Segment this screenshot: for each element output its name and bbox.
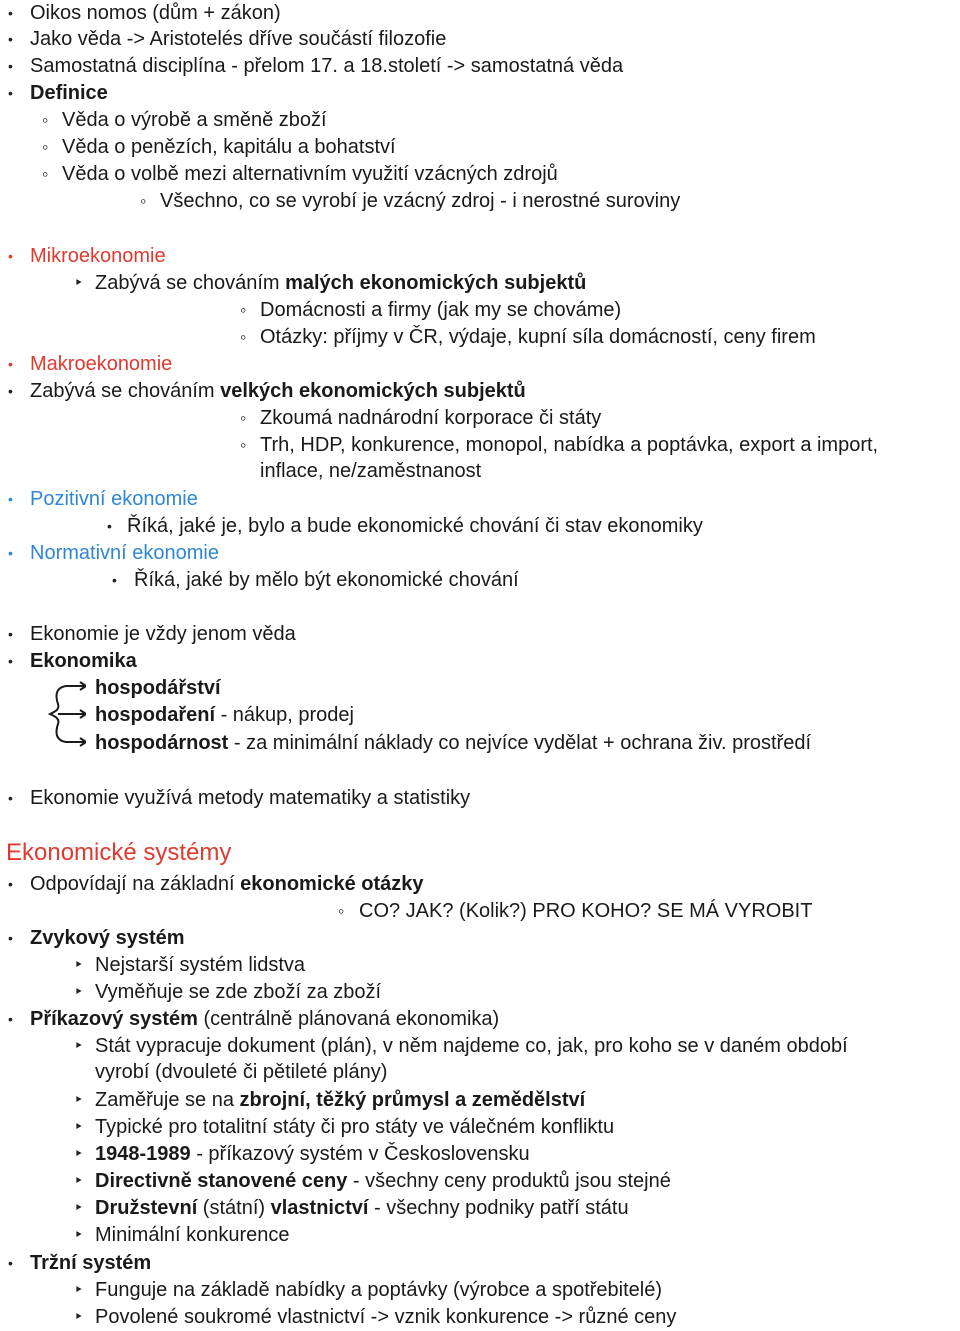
positive-economics-heading: Pozitivní ekonomie xyxy=(30,488,198,510)
bullet xyxy=(8,648,13,674)
definition-heading: Definice xyxy=(30,82,108,104)
bullet xyxy=(8,80,13,106)
text-line: Ekonomie využívá metody matematiky a statistiky xyxy=(30,787,471,809)
bullet xyxy=(74,1087,83,1113)
text-line: Directivně stanovené ceny - všechny ceny produktů jsou stejné xyxy=(95,1170,671,1192)
bullet xyxy=(8,1006,13,1032)
text-line: Říká, jaké je, bylo a bude ekonomické chování či stav ekonomiky xyxy=(127,515,703,537)
bullet xyxy=(8,351,13,377)
section-heading: Ekonomické systémy xyxy=(6,839,232,866)
text-line: Domácnosti a firmy (jak my se chováme) xyxy=(260,299,622,321)
bullet xyxy=(74,1114,83,1140)
bullet xyxy=(74,1304,83,1330)
bullet xyxy=(8,925,13,951)
market-system-heading: Tržní systém xyxy=(30,1252,152,1274)
text-line: Povolené soukromé vlastnictví -> vznik konkurence -> různé ceny xyxy=(95,1306,677,1328)
text-line: Zabývá se chováním velkých ekonomických subjektů xyxy=(30,380,526,402)
bullet xyxy=(8,486,13,512)
customary-system-heading: Zvykový systém xyxy=(30,927,185,949)
text-line: CO? JAK? (Kolik?) PRO KOHO? SE MÁ VYROBIT xyxy=(359,900,813,922)
text-line: hospodaření - nákup, prodej xyxy=(95,704,354,726)
text-line: Věda o penězích, kapitálu a bohatství xyxy=(62,136,396,158)
bullet xyxy=(74,1222,83,1248)
text-line: Odpovídají na základní ekonomické otázky xyxy=(30,873,424,895)
macroeconomics-heading: Makroekonomie xyxy=(30,353,173,375)
bullet xyxy=(140,188,146,214)
bullet xyxy=(240,324,246,350)
command-system-heading: Příkazový systém (centrálně plánovaná ekonomika) xyxy=(30,1008,500,1030)
text-line: Zaměřuje se na zbrojní, těžký průmysl a zemědělství xyxy=(95,1089,586,1111)
normative-economics-heading: Normativní ekonomie xyxy=(30,542,219,564)
microeconomics-heading: Mikroekonomie xyxy=(30,245,166,267)
text-line: 1948-1989 - příkazový systém v Československu xyxy=(95,1143,530,1165)
bullet xyxy=(74,979,83,1005)
text-line: Ekonomie je vždy jenom věda xyxy=(30,623,296,645)
text-line: hospodářství xyxy=(95,677,221,699)
bullet xyxy=(74,952,83,978)
bullet xyxy=(8,871,13,897)
text-line: Minimální konkurence xyxy=(95,1224,290,1246)
bullet xyxy=(240,297,246,323)
text-line: Zabývá se chováním malých ekonomických subjektů xyxy=(95,272,587,294)
bullet xyxy=(8,26,13,52)
bullet xyxy=(8,243,13,269)
bullet xyxy=(42,134,48,160)
bullet xyxy=(8,0,13,26)
bullet xyxy=(74,1033,83,1059)
text-line: hospodárnost - za minimální náklady co nejvíce vydělat + ochrana živ. prostředí xyxy=(95,732,812,754)
bullet xyxy=(107,513,112,539)
bullet xyxy=(112,567,117,593)
economy-heading: Ekonomika xyxy=(30,650,137,672)
text-line: Říká, jaké by mělo být ekonomické chování xyxy=(134,569,519,591)
bullet xyxy=(240,405,246,431)
bullet xyxy=(338,898,344,924)
text-line: Věda o výrobě a směně zboží xyxy=(62,109,327,131)
bullet xyxy=(8,621,13,647)
text-line: Družstevní (státní) vlastnictví - všechny podniky patří státu xyxy=(95,1197,629,1219)
bullet xyxy=(8,540,13,566)
bullet xyxy=(8,785,13,811)
bullet xyxy=(74,1141,83,1167)
bullet xyxy=(74,1277,83,1303)
brace-arrows-icon xyxy=(44,674,86,754)
text-line: Oikos nomos (dům + zákon) xyxy=(30,2,281,24)
text-line: inflace, ne/zaměstnanost xyxy=(260,460,482,482)
text-line: Vyměňuje se zde zboží za zboží xyxy=(95,981,382,1003)
bullet xyxy=(8,1250,13,1276)
text-line: Samostatná disciplína - přelom 17. a 18.století -> samostatná věda xyxy=(30,55,624,77)
bullet xyxy=(42,107,48,133)
text-line: Typické pro totalitní státy či pro státy ve válečném konfliktu xyxy=(95,1116,615,1138)
text-line: Nejstarší systém lidstva xyxy=(95,954,306,976)
bullet xyxy=(8,378,13,404)
text-line: Jako věda -> Aristotelés dříve součástí filozofie xyxy=(30,28,447,50)
bullet xyxy=(42,161,48,187)
bullet xyxy=(240,432,246,458)
text-line: Trh, HDP, konkurence, monopol, nabídka a poptávka, export a import, xyxy=(260,434,879,456)
text-line: vyrobí (dvouleté či pětileté plány) xyxy=(95,1061,388,1083)
text-line: Funguje na základě nabídky a poptávky (výrobce a spotřebitelé) xyxy=(95,1279,663,1301)
text-line: Všechno, co se vyrobí je vzácný zdroj - i nerostné suroviny xyxy=(160,190,681,212)
bullet xyxy=(74,1168,83,1194)
text-line: Stát vypracuje dokument (plán), v něm najdeme co, jak, pro koho se v daném období xyxy=(95,1035,848,1057)
text-line: Zkoumá nadnárodní korporace či státy xyxy=(260,407,602,429)
text-line: Věda o volbě mezi alternativním využití vzácných zdrojů xyxy=(62,163,558,185)
text-line: Otázky: příjmy v ČR, výdaje, kupní síla domácností, ceny firem xyxy=(260,326,816,348)
bullet xyxy=(74,1195,83,1221)
bullet xyxy=(8,53,13,79)
bullet xyxy=(74,270,83,296)
